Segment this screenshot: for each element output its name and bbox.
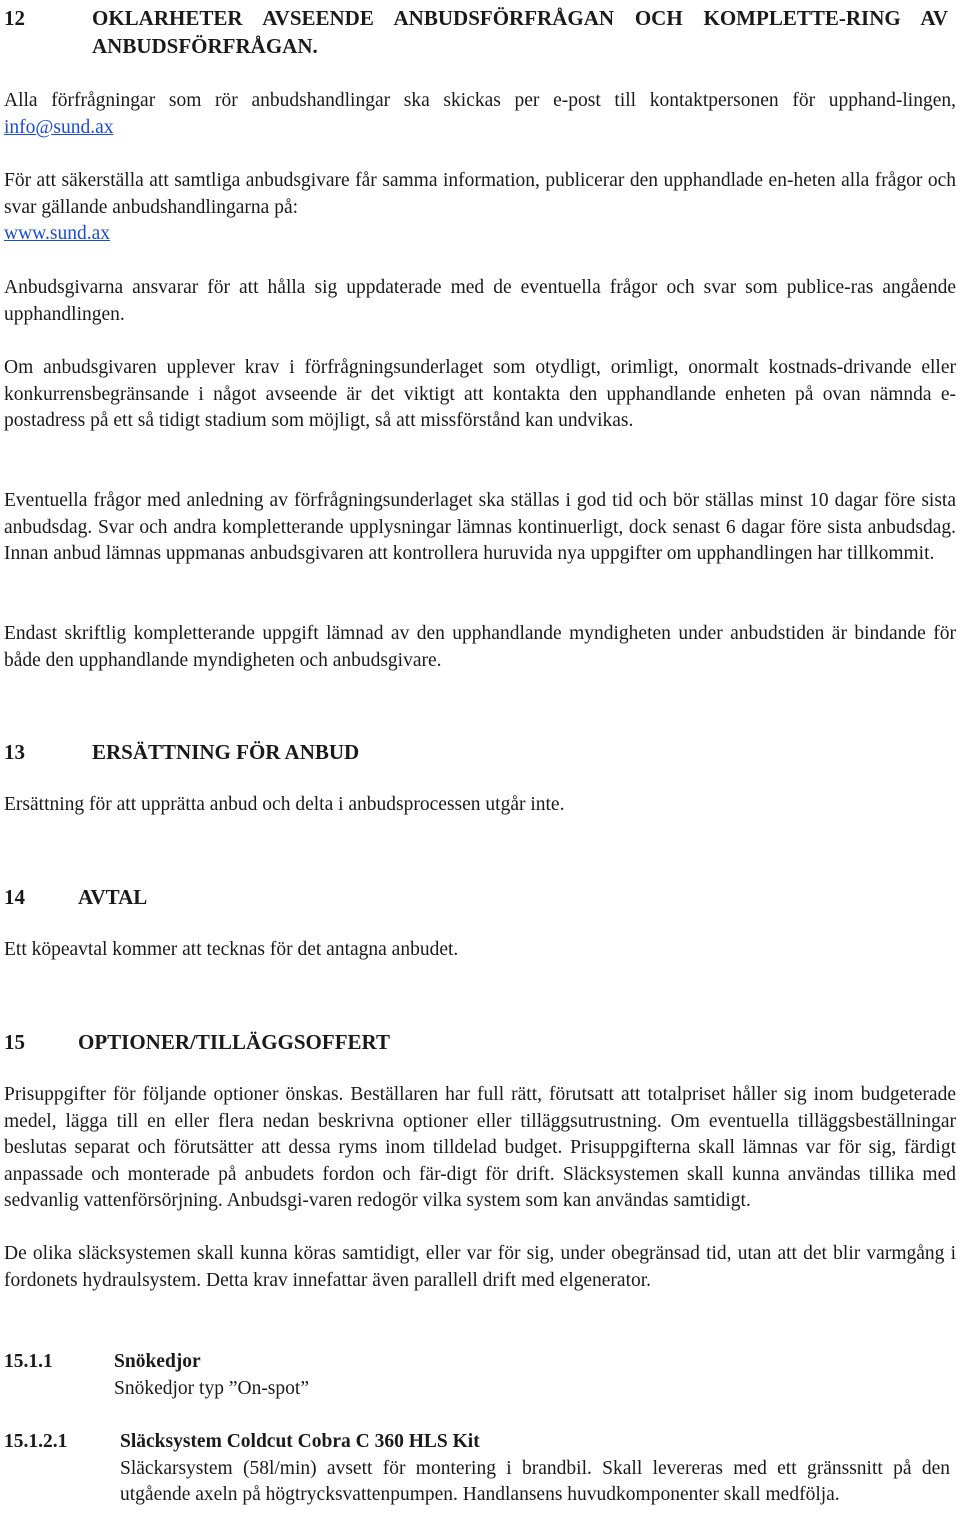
section-number: 15: [4, 1030, 25, 1054]
section-title: ERSÄTTNING FÖR ANBUD: [92, 740, 360, 764]
subsection-number: 15.1.2.1: [4, 1431, 68, 1452]
subsection-15-1-2-1: [4, 1429, 956, 1535]
subsection-body: Snökedjor typ ”On-spot”: [114, 1377, 309, 1399]
paragraph-extinguishing: De olika släcksystemen skall kunna köras samtidigt, eller var för sig, under obegränsad tid, utan att det blir varmgång i fordonets hydraulsystem. Detta krav innefattar även parallell drift med elgenerator.: [4, 1243, 956, 1291]
section-title: OKLARHETER AVSEENDE ANBUDSFÖRFRÅGAN OCH KOMPLETTE-RING AV ANBUDSFÖRFRÅGAN.: [92, 6, 948, 58]
paragraph-options: Prisuppgifter för följande optioner önskas. Beställaren har full rätt, förutsatt att totalpriset håller sig inom budgeterade medel, lägga till en eller flera nedan beskrivna optioner eller tilläggsutrustning. Om eventuella tilläggsbeställningar beslutas separat och förutsätter att dessa ryms inom tilldelad budget. Prisuppgifterna skall lämnas var för sig, färdigt anpassade och monterade på anbudets fordon och fär-digt för drift. Släcksystemen skall kunna användas tillika med sedvanlig vattenförsörjning. Anbudsgi-varen redogör vilka system som kan användas samtidigt.: [4, 1084, 956, 1211]
section-title: AVTAL: [78, 885, 148, 909]
section-title: OPTIONER/TILLÄGGSOFFERT: [78, 1030, 390, 1054]
section-15-heading: [4, 1028, 956, 1056]
paragraph-responsibility: Anbudsgivarna ansvarar för att hålla sig uppdaterade med de eventuella frågor och svar som publice-ras angående upphandlingen.: [4, 277, 956, 325]
section-12-heading: [4, 4, 956, 60]
paragraph-questions: Eventuella frågor med anledning av förfrågningsunderlaget ska ställas i god tid och bör ställas minst 10 dagar före sista anbudsdag. Svar och andra kompletterande upplysningar lämnas kontinuerligt, dock senast 6 dagar före sista anbudsdag. Innan anbud lämnas uppmanas anbudsgivaren att kontrollera huruvida nya uppgifter om upphandlingen har tillkommit.: [4, 490, 956, 564]
paragraph-agreement: Ett köpeavtal kommer att tecknas för det antagna anbudet.: [4, 939, 459, 960]
section-number: 12: [4, 6, 25, 30]
subsection-title: Snökedjor: [114, 1351, 201, 1372]
subsection-number: 15.1.1: [4, 1351, 53, 1372]
paragraph-text: För att säkerställa att samtliga anbudsgivare får samma information, publicerar den upphandlade en-heten alla frågor och svar gällande anbudshandlingarna på:: [4, 170, 956, 218]
subsection-body: Släckarsystem (58l/min) avsett för montering i brandbil. Skall levereras med ett gränssnitt på den utgående axeln på högtrycksvattenpumpen. Handlansens huvudkomponenter skall medfölja.: [120, 1457, 950, 1505]
subsection-15-1-1: [4, 1349, 956, 1405]
website-link[interactable]: www.sund.ax: [4, 223, 110, 244]
section-14-heading: [4, 883, 956, 911]
subsection-title: Släcksystem Coldcut Cobra C 360 HLS Kit: [120, 1431, 480, 1452]
section-13-heading: [4, 738, 956, 766]
paragraph-publication: [4, 168, 956, 248]
section-number: 14: [4, 885, 25, 909]
paragraph-binding: Endast skriftlig kompletterande uppgift lämnad av den upphandlande myndigheten under anbudstiden är bindande för både den upphandlande myndigheten och anbudsgivare.: [4, 623, 956, 671]
paragraph-compensation: Ersättning för att upprätta anbud och delta i anbudsprocessen utgår inte.: [4, 794, 565, 815]
email-link[interactable]: info@sund.ax: [4, 116, 114, 138]
paragraph-text: Alla förfrågningar som rör anbudshandlingar ska skickas per e-post till kontaktpersonen för upphand-lingen,: [4, 90, 956, 111]
paragraph-requirements: Om anbudsgivaren upplever krav i förfrågningsunderlaget som otydligt, orimligt, onormalt kostnads-drivande eller konkurrensbegränsande i något avseende är det viktigt att kontakta den upphandlande enheten på ovan nämnda e-postadress på ett så tidigt stadium som möjligt, så att missförstånd kan undvikas.: [4, 357, 956, 431]
paragraph-contact: [4, 88, 956, 141]
section-number: 13: [4, 740, 25, 764]
